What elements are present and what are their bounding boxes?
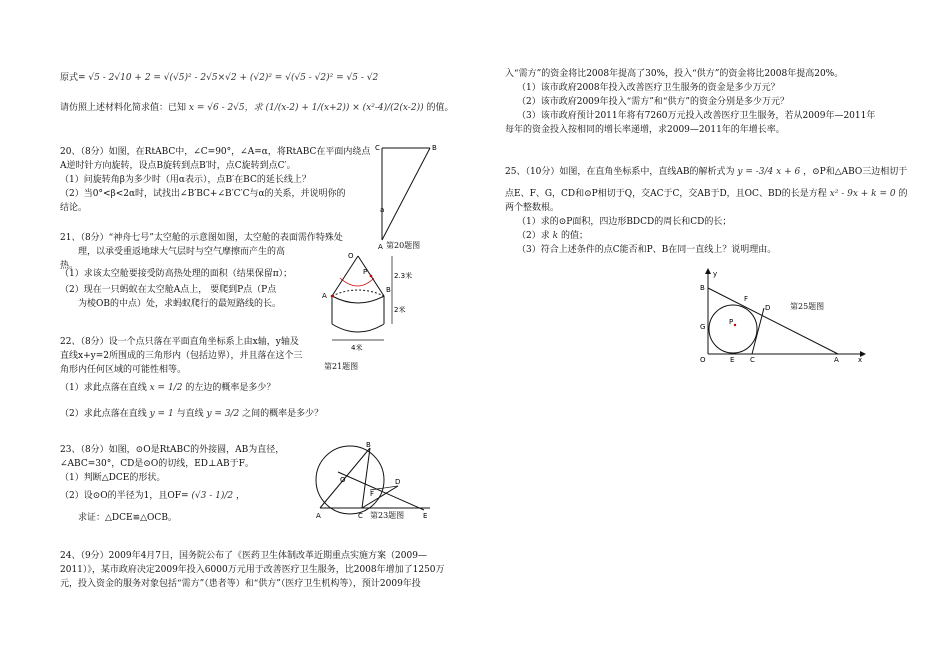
q22-line4: （1）求此点落在直线 x = 1/2 的左边的概率是多少？ (60, 383, 276, 393)
q25-line5: （2）求 k 的值； (517, 231, 588, 241)
q24-line2: 2011）》，某市政府决定2009年投入6000万元用于改善医疗卫生服务，比2008年增加了1250万 (60, 565, 445, 575)
fig25-label-o: O (700, 356, 706, 364)
q21-line2: 理，以承受重返地球大气层时与空气摩擦而产生的高 (78, 247, 286, 257)
q24c-line1: 入“需方”的资金将比2008年提高了30%，投入“供方”的资金将比2008年提高20%。 (505, 69, 844, 79)
q20-line3: （1）问旋转角β为多少时（用α表示），点B′在BC的延长线上？ (60, 175, 311, 185)
fig21-dim-width: 4米 (351, 344, 363, 352)
fig25-label-e: E (730, 356, 735, 364)
q24c-line3: （2）该市政府2009年投入“需方”和“供方”的资金分别是多少万元？ (517, 97, 790, 107)
fig21-label-p: P (363, 268, 368, 276)
q22-formula-y2: y = 3/2 (206, 409, 240, 419)
q22-line2: 直线x+y=2所围成的三角形内（包括边界），并且落在这个三 (60, 351, 303, 361)
fig21-dim-slant: 2.3米 (394, 272, 413, 280)
q25-line3: 两个整数根。 (505, 203, 560, 213)
q25-line1: 25、（10分）如图，在直角坐标系中，直线AB的解析式为 y = -3/4 x + 6 ，⊙P和△ABO三边相切于 (505, 167, 908, 177)
q25-equation: x² - 9x + k = 0 (829, 189, 896, 199)
q25-line4: （1）求的⊙P面积，四边形BDCD的周长和CD的长； (517, 217, 732, 227)
fig20-caption: 第20题图 (386, 241, 421, 250)
fig23-label-o: O (340, 476, 346, 484)
q23-line2: ∠ABC=30°，CD是⊙O的切线，ED⊥AB于F。 (60, 459, 254, 469)
q21-line4: （1）求该太空舱要接受防高热处理的面积（结果保留π）； (60, 269, 293, 279)
q22-line3: 角形内任何区域的可能性相等。 (60, 365, 187, 375)
fig23-label-f: F (370, 490, 375, 498)
figure-25 (692, 268, 868, 364)
q20-line2: A逆时针方向旋转，设点B旋转到点B′时，点C旋转到点C′。 (60, 161, 296, 171)
fig21-dim-height: 2米 (394, 306, 406, 314)
fig23-caption: 第23题图 (370, 511, 405, 520)
q20-line4: （2）当0°<β<2α时，试找出∠B′BC+∠B′C′C与α的关系，并说明你的 (60, 189, 346, 199)
q25-line2: 点E、F、G，CD和⊙P相切于Q，交AC于C，交AB于D，且OC、BD的长是方程 x² - 9x + k = 0 的 (505, 189, 908, 199)
q24-line3: 元，投入资金的服务对象包括“需方”（患者等）和“供方”（医疗卫生机构等），预计2009年投 (60, 579, 421, 589)
q23-line1: 23、（8分）如图，⊙O是RtABC的外接圆，AB为直径， (60, 445, 285, 455)
fig20-label-b: B (432, 144, 437, 152)
fig21-label-o: O (348, 252, 354, 260)
intro-line: 原式= √5 - 2√10 + 2 = √(√5)² - 2√5×√2 + (√2)² = √(√5 - √2)² = √5 - √2 (60, 73, 379, 83)
fig21-caption: 第21题图 (324, 362, 359, 371)
q21-line1: 21、（8分）“神舟七号”太空舱的示意图如图，太空舱的表面需作特殊处 (60, 233, 343, 243)
fig20-label-a: A (378, 243, 383, 251)
fig20-label-a-angle: a (380, 206, 385, 214)
q21-line6: 为棱OB的中点）处，求蚂蚁爬行的最短路线的长。 (78, 299, 281, 309)
q25-line6: （3）符合上述条件的点C能否和P、B在同一直线上？说明理由。 (517, 245, 777, 255)
q24c-line2: （1）该市政府2008年投入改善医疗卫生服务的资金是多少万元？ (517, 83, 780, 93)
q25-line-formula: y = -3/4 x + 6 (737, 167, 801, 177)
fig21-label-b: B (386, 286, 391, 294)
fig23-label-e: E (423, 512, 428, 520)
fig25-label-c: C (750, 356, 755, 364)
fig25-label-p: P (729, 318, 734, 326)
intro-formula: √5 - 2√10 + 2 = √(√5)² - 2√5×√2 + (√2)² = √(√5 - √2)² = √5 - √2 (88, 73, 379, 83)
q20-line1: 20、（8分）如图，在RtABC中，∠C=90°，∠A=α，将RtABC在平面内绕点 (60, 147, 371, 157)
q20-line5: 结论。 (60, 203, 88, 213)
fig25-caption: 第25题图 (790, 302, 825, 311)
q23-line4: （2）设⊙O的半径为1，且OF= (√3 - 1)/2 ， (60, 491, 246, 501)
q22-formula-x: x = 1/2 (149, 383, 183, 393)
fig21-label-a: A (322, 292, 327, 300)
q21-line3: 热。 (60, 261, 79, 271)
figure-23 (300, 440, 436, 522)
fig25-label-b: B (700, 284, 705, 292)
q24-line1: 24、（9分）2009年4月7日，国务院公布了《医药卫生体制改革近期重点实施方案（2009— (60, 551, 427, 561)
q22-line5: （2）求此点落在直线 y = 1 与直线 y = 3/2 之间的概率是多少？ (60, 409, 324, 419)
fig20-label-c: C (375, 144, 380, 152)
fig25-label-f: F (744, 295, 749, 303)
fig23-label-b: B (366, 441, 371, 449)
fig25-label-g: G (700, 323, 706, 331)
q24c-line5: 每年的资金投入按相同的增长率递增，求2009—2011年的年增长率。 (505, 125, 785, 135)
fig23-label-c: C (358, 512, 363, 520)
q23-line5: 求证：△DCE≌△OCB。 (78, 513, 177, 523)
q24c-line4: （3）该市政府预计2011年将有7260万元投入改善医疗卫生服务，若从2009年—2011年 (517, 111, 876, 121)
figure-21 (318, 250, 418, 362)
q25-k: k (552, 231, 559, 241)
fig23-label-a: A (316, 512, 321, 520)
fig25-label-d: D (765, 304, 771, 312)
q23-line3: （1）判断△DCE的形状。 (60, 473, 166, 483)
hint-line: 请仿照上述材料化简求值：已知 x = √6 - 2√5，求 (1/(x-2) + 1/(x+2)) × (x²-4)/(2(x-2)) 的值。 (60, 103, 454, 113)
q21-line5: （2）现在一只蚂蚁在太空舱A点上， 要爬到P点（P点 (60, 285, 277, 295)
q22-formula-y1: y = 1 (149, 409, 174, 419)
fig25-label-y: y (713, 270, 718, 278)
fig25-label-a: A (834, 356, 839, 364)
figure-20 (370, 140, 440, 252)
q23-formula: (√3 - 1)/2 (191, 491, 234, 501)
hint-formula: x = √6 - 2√5，求 (1/(x-2) + 1/(x+2)) × (x²-4)/(2(x-2)) (188, 103, 424, 113)
fig25-label-x: x (858, 356, 863, 364)
q22-line1: 22、（8分）设一个点只落在平面直角坐标系上由x轴，y轴及 (60, 337, 299, 347)
fig23-label-d: D (395, 478, 401, 486)
